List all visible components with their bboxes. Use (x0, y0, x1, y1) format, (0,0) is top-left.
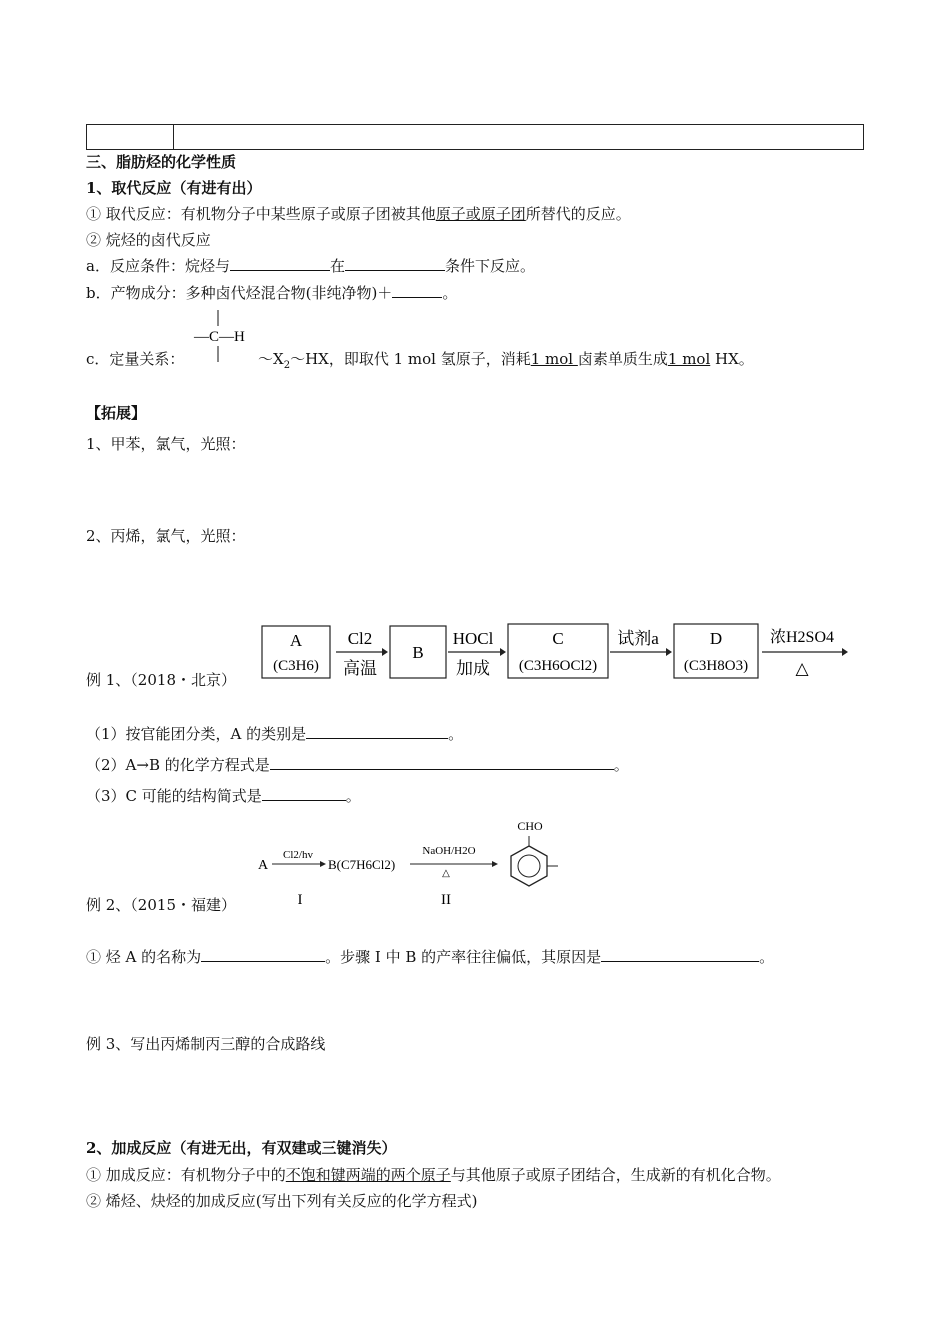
box-a-formula: (C3H6) (273, 658, 319, 674)
reaction-scheme-2 (254, 814, 574, 914)
definition-line: ① 取代反应：有机物分子中某些原子或原子团被其他原子或原子团所替代的反应。 (86, 205, 631, 223)
definition-line: ① 加成反应：有机物分子中的不饱和键两端的两个原子与其他原子或原子团结合，生成新的有机化合物。 (86, 1166, 781, 1184)
step1-reagent: Cl2/hv (283, 849, 313, 861)
arrow-reagent: Cl2 (347, 629, 373, 648)
reaction-scheme-1 (258, 612, 850, 688)
example-label: 例 2、（2015・福建） (86, 896, 236, 914)
arrow-head (666, 648, 672, 656)
benzene-ring (511, 846, 547, 886)
box-c-formula: (C3H6OCl2) (518, 658, 598, 674)
question-2: （2）A→B 的化学方程式是 。 (86, 756, 629, 774)
box-d-formula: (C3H8O3) (683, 658, 749, 674)
arrow-condition: 高温 (343, 659, 377, 678)
ch-label: —C—H (194, 329, 245, 345)
arrow-reagent: HOCl (452, 629, 494, 648)
arrow-head (492, 861, 498, 867)
section-title: 三、脂肪烃的化学性质 (86, 153, 237, 171)
expand-title: 【拓展】 (86, 404, 147, 422)
compound-a: A (258, 858, 269, 873)
arrow-head (320, 861, 326, 867)
step-i-label: I (297, 892, 303, 908)
box-c-label: C (552, 629, 564, 648)
benzene-circle (518, 855, 540, 877)
arrow-head (842, 648, 848, 656)
table-cell (87, 125, 174, 150)
addition-heading: ② 烯烃、炔烃的加成反应(写出下列有关反应的化学方程式) (86, 1192, 478, 1210)
quant-line: $\sim X_2\sim HX$，即取代 1 mol 氢原子，消耗1 mol 卤素单质生成1 mol HX。 (258, 350, 754, 371)
subsection-title: 1、取代反应（有进有出） (86, 179, 262, 197)
arrow-reagent: 浓H2SO4 (769, 629, 835, 646)
quant-label: c．定量关系： (86, 350, 185, 368)
box-b-label: B (412, 643, 424, 662)
arrow-head (500, 648, 506, 656)
header-table (86, 124, 864, 150)
answer-blank[interactable] (601, 947, 759, 962)
answer-blank[interactable] (345, 256, 445, 271)
answer-blank[interactable] (270, 755, 614, 770)
example-3: 例 3、写出丙烯制丙三醇的合成路线 (86, 1035, 326, 1053)
box-a-label: A (289, 631, 303, 650)
compound-b: B(C7H6Cl2) (328, 857, 396, 872)
box-d-label: D (709, 629, 723, 648)
expand-item: 2、丙烯，氯气，光照： (86, 527, 246, 545)
example-2-question: ① 烃 A 的名称为 。步骤 I 中 B 的产率往往偏低，其原因是 。 (86, 948, 775, 966)
halogenation-heading: ② 烷烃的卤代反应 (86, 231, 211, 249)
answer-blank[interactable] (306, 724, 448, 739)
step2-condition: △ (442, 868, 450, 879)
question-3: （3）C 可能的结构简式是 。 (86, 787, 361, 805)
arrow-condition: △ (795, 659, 809, 678)
expand-item: 1、甲苯，氯气，光照： (86, 435, 246, 453)
cho-group: CHO (517, 819, 543, 833)
condition-line: a．反应条件：烷烃与 在 条件下反应。 (86, 257, 535, 275)
answer-blank[interactable] (392, 283, 442, 298)
arrow-head (382, 648, 388, 656)
example-label: 例 1、（2018・北京） (86, 671, 236, 689)
step-ii-label: II (441, 892, 451, 908)
answer-blank[interactable] (262, 786, 346, 801)
arrow-reagent: 试剂a (617, 629, 659, 648)
arrow-condition: 加成 (456, 659, 490, 678)
answer-blank[interactable] (201, 947, 325, 962)
subsection-title: 2、加成反应（有进无出，有双建或三键消失） (86, 1139, 397, 1157)
answer-blank[interactable] (230, 256, 330, 271)
product-line: b．产物成分：多种卤代烃混合物(非纯净物)＋ 。 (86, 284, 458, 302)
step2-reagent: NaOH/H2O (422, 845, 476, 857)
question-1: （1）按官能团分类，A 的类别是 。 (86, 725, 464, 743)
table-cell (174, 125, 864, 150)
